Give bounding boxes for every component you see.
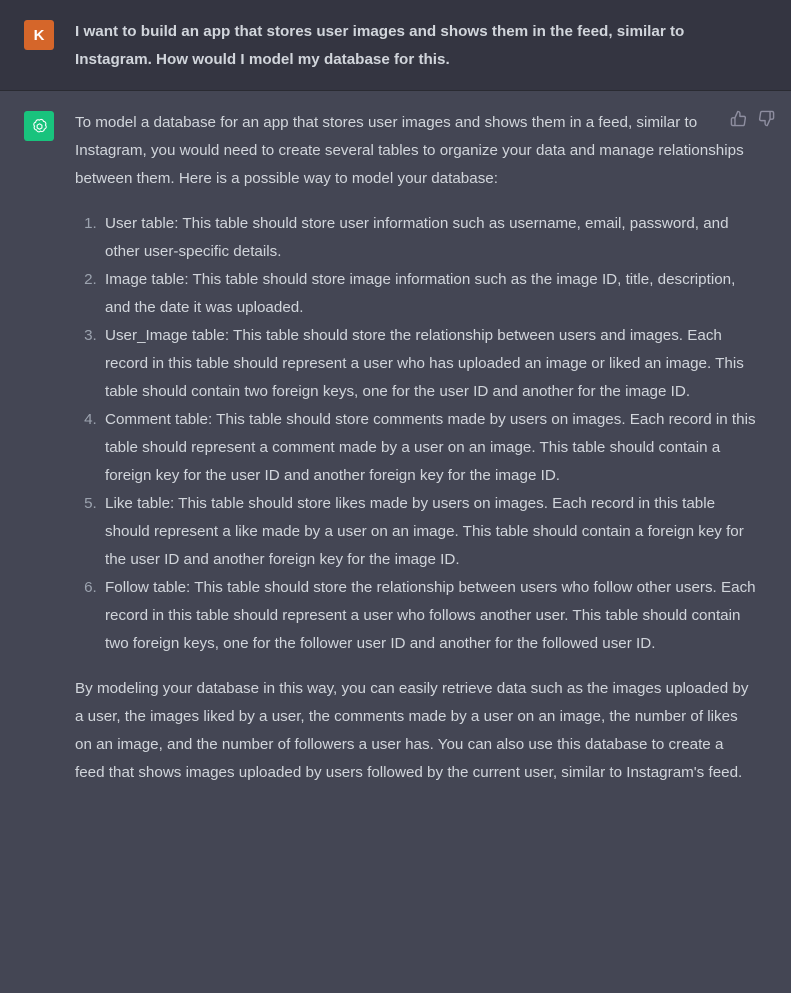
assistant-outro-paragraph: By modeling your database in this way, you can easily retrieve data such as the images uploaded by a user, the images liked by a user, the comments made by a user on an image, the number of likes on an image, and the number of followers a user has. You can also use this database to create a feed that shows images uploaded by users followed by the current user, similar to Instagram's feed. — [75, 680, 749, 781]
thumbs-up-icon[interactable] — [730, 110, 747, 127]
assistant-message — [0, 90, 791, 803]
list-item: 2. Image table: This table should store image information such as the image ID, title, description, and the date it was uploaded. — [101, 266, 757, 322]
avatar-initial: K — [33, 26, 45, 44]
user-message-text: I want to build an app that stores user images and shows them in the feed, similar to Instagram. How would I model my database for this. — [75, 23, 685, 68]
list-item: 6. Follow table: This table should store the relationship between users who follow other users. Each record in this table should represent a user who follows another user. This table should contain two foreign keys, one for the follower user ID and another for the followed user ID. — [101, 574, 757, 658]
list-item: 4. Comment table: This table should store comments made by users on images. Each record in this table should represent a comment made by a user on an image. This table should contain a foreign key for the user ID and another foreign key for the image ID. — [101, 406, 757, 490]
user-message — [0, 0, 791, 90]
openai-logo-icon — [30, 117, 49, 136]
assistant-intro-paragraph: To model a database for an app that stores user images and shows them in a feed, similar to Instagram, you would need to create several tables to organize your data and manage relationships between them. Here is a possible way to model your database: — [75, 114, 744, 187]
list-item: 5. Like table: This table should store likes made by users on images. Each record in this table should represent a like made by a user on an image. This table should contain a foreign key for the user ID and another foreign key for the image ID. — [101, 490, 757, 574]
thumbs-down-icon[interactable] — [758, 110, 775, 127]
list-item: 1. User table: This table should store user information such as username, email, password, and other user-specific details. — [101, 210, 757, 266]
list-item: 3. User_Image table: This table should store the relationship between users and images. Each record in this table should represent a user who has uploaded an image or liked an image. This table should contain two foreign keys, one for the user ID and another for the image ID. — [101, 322, 757, 406]
conversation-spacer — [0, 803, 791, 993]
database-tables-list — [75, 210, 757, 658]
message-actions — [730, 110, 775, 127]
avatar — [24, 20, 54, 50]
user-message-content — [75, 18, 767, 74]
avatar — [24, 111, 54, 141]
assistant-message-content — [75, 109, 767, 787]
